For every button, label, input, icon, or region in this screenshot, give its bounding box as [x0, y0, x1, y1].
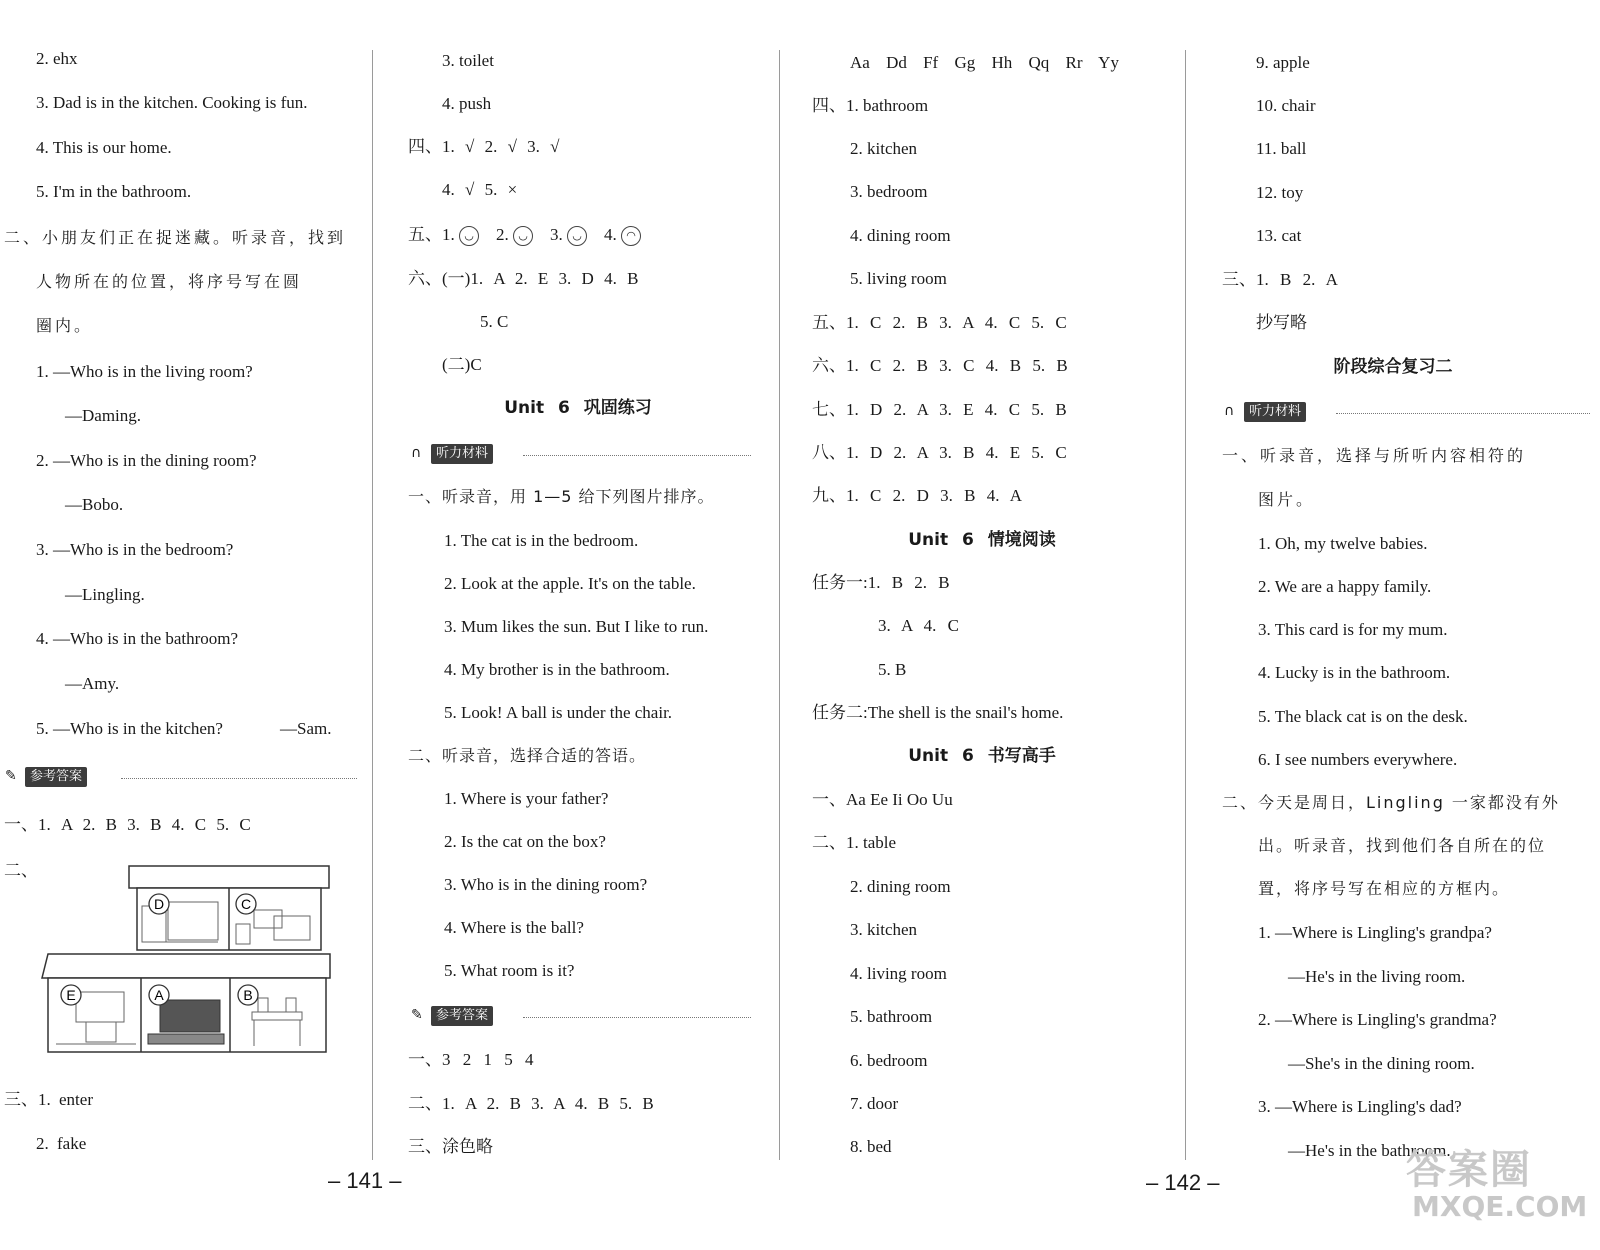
- answer-line: 2. dining room: [850, 877, 951, 896]
- happy-face-icon: ◡: [459, 226, 479, 246]
- question-text: 圈内。: [36, 316, 94, 335]
- answer-badge: ✎ 参考答案: [411, 1006, 751, 1028]
- answer-line: 一、Aa Ee Ii Oo Uu: [812, 790, 953, 809]
- answer-line: 3. A 4. C: [878, 616, 959, 635]
- dialog-line: 3. —Where is Lingling's dad?: [1258, 1097, 1462, 1116]
- answer-line: 六、(一)1. A 2. E 3. D 4. B: [408, 269, 639, 288]
- answer-line: 3. kitchen: [850, 920, 918, 939]
- answer-line: 4. living room: [850, 964, 947, 983]
- dialog-line: —Bobo.: [65, 495, 124, 514]
- answer-line: 抄写略: [1256, 313, 1307, 332]
- answer-line: 一、3 2 1 5 4: [408, 1050, 534, 1069]
- column-4: [1146, 0, 1598, 1250]
- dialog-line: 1. —Who is in the living room?: [36, 362, 253, 381]
- unit-title: Unit 6 巩固练习: [504, 398, 652, 418]
- listening-line: 3. Who is in the dining room?: [444, 875, 648, 894]
- letters-line: Aa Dd Ff Gg Hh Qq Rr Yy: [850, 53, 1119, 72]
- listening-line: 4. Lucky is in the bathroom.: [1258, 663, 1451, 682]
- house-label: E: [66, 987, 76, 1003]
- answer-line: 4. dining room: [850, 226, 951, 245]
- dialog-line: —She's in the dining room.: [1288, 1054, 1475, 1073]
- listening-badge: ∩ 听力材料: [411, 444, 751, 466]
- answer-line: 3. toilet: [442, 51, 494, 70]
- question-text: 二、今天是周日，Lingling 一家都没有外: [1222, 793, 1560, 812]
- listening-line: 2. Look at the apple. It's on the table.: [444, 574, 696, 593]
- column-divider: [1185, 50, 1186, 1160]
- answer-line: 一、1. A 2. B 3. B 4. C 5. C: [4, 815, 251, 834]
- dialog-line: 4. —Who is in the bathroom?: [36, 629, 239, 648]
- listening-badge: ∩ 听力材料: [1224, 402, 1590, 424]
- answer-line: 3. bedroom: [850, 182, 928, 201]
- unit-title: Unit 6 书写高手: [908, 746, 1056, 766]
- listening-line: 2. We are a happy family.: [1258, 577, 1432, 596]
- dialog-line: —Sam.: [280, 719, 332, 738]
- answer-line: 11. ball: [1256, 139, 1307, 158]
- answer-line: 9. apple: [1256, 53, 1310, 72]
- column-divider: [372, 50, 373, 1160]
- answer-line: 二、1. A 2. B 3. A 4. B 5. B: [408, 1094, 654, 1113]
- answer-line: 3. Dad is in the kitchen. Cooking is fun.: [36, 93, 308, 112]
- listening-line: 4. My brother is in the bathroom.: [444, 660, 670, 679]
- answer-line: 5. living room: [850, 269, 947, 288]
- listening-line: 3. This card is for my mum.: [1258, 620, 1448, 639]
- answer-line: 八、1. D 2. A 3. B 4. E 5. C: [812, 443, 1067, 462]
- answer-line: 2. kitchen: [850, 139, 918, 158]
- headphone-icon: ∩: [411, 445, 422, 461]
- question-text: 置，将序号写在相应的方框内。: [1258, 879, 1511, 898]
- answer-line: 三、1. B 2. A: [1222, 270, 1338, 289]
- watermark: 答案圈: [1406, 1147, 1532, 1193]
- dialog-line: 5. —Who is in the kitchen?: [36, 719, 223, 738]
- answer-line: 任务二:The shell is the snail's home.: [812, 703, 1064, 722]
- listening-line: 6. I see numbers everywhere.: [1258, 750, 1458, 769]
- answer-line: (二)C: [442, 355, 482, 374]
- listening-line: 1. Oh, my twelve babies.: [1258, 534, 1428, 553]
- question-text: 图片。: [1258, 490, 1316, 509]
- page-number: – 141 –: [328, 1168, 402, 1193]
- answer-line: 二、1. table: [812, 833, 897, 852]
- answer-line: 5. C: [480, 312, 509, 331]
- column-1: [0, 0, 372, 1250]
- answer-icon: ✎: [5, 768, 17, 784]
- listening-line: 4. Where is the ball?: [444, 918, 584, 937]
- answer-line: 六、1. C 2. B 3. C 4. B 5. B: [812, 356, 1068, 375]
- happy-face-icon: ◡: [567, 226, 587, 246]
- answer-line: 5. B: [878, 660, 907, 679]
- answer-line: 2. ehx: [36, 49, 78, 68]
- listening-line: 1. The cat is in the bedroom.: [444, 531, 639, 550]
- question-text: 一、听录音，用 1—5 给下列图片排序。: [408, 487, 715, 506]
- house-label: D: [153, 896, 165, 912]
- dialog-line: —Lingling.: [65, 585, 145, 604]
- house-label: B: [243, 987, 253, 1003]
- happy-face-icon: ◡: [513, 226, 533, 246]
- answer-line: 13. cat: [1256, 226, 1302, 245]
- face-answer-row: 五、1. ◡ 2. ◡ 3. ◡ 4. ◠: [408, 224, 641, 246]
- answer-line: 三、涂色略: [408, 1137, 493, 1156]
- answer-badge: ✎ 参考答案: [5, 767, 365, 789]
- answer-line: 二、: [4, 861, 38, 880]
- headphone-icon: ∩: [1224, 403, 1235, 419]
- question-text: 人物所在的位置，将序号写在圆: [36, 272, 303, 291]
- answer-line: 五、1. C 2. B 3. A 4. C 5. C: [812, 313, 1067, 332]
- answer-line: 4. √ 5. ×: [442, 180, 518, 199]
- answer-line: 2. fake: [36, 1134, 87, 1153]
- house-label: A: [154, 987, 164, 1003]
- question-text: 二、听录音，选择合适的答语。: [408, 746, 647, 765]
- listening-line: 5. The black cat is on the desk.: [1258, 707, 1468, 726]
- answer-line: 任务一:1. B 2. B: [812, 573, 950, 592]
- listening-line: 3. Mum likes the sun. But I like to run.: [444, 617, 709, 636]
- answer-line: 12. toy: [1256, 183, 1304, 202]
- answer-line: 七、1. D 2. A 3. E 4. C 5. B: [812, 400, 1067, 419]
- house-diagram: [40, 862, 336, 1058]
- question-text: 二、小朋友们正在捉迷藏。听录音，找到: [4, 228, 347, 247]
- dialog-line: —He's in the bathroom.: [1288, 1141, 1451, 1160]
- watermark: MXQE.COM: [1412, 1190, 1588, 1223]
- listening-line: 2. Is the cat on the box?: [444, 832, 606, 851]
- question-text: 一、听录音，选择与所听内容相符的: [1222, 446, 1527, 465]
- listening-line: 5. Look! A ball is under the chair.: [444, 703, 673, 722]
- dialog-line: —Amy.: [65, 674, 120, 693]
- column-2: [328, 0, 778, 1250]
- answer-line: 7. door: [850, 1094, 899, 1113]
- answer-line: 三、1. enter: [4, 1090, 93, 1109]
- dialog-line: 3. —Who is in the bedroom?: [36, 540, 234, 559]
- house-label: C: [240, 896, 252, 912]
- answer-line: 5. bathroom: [850, 1007, 933, 1026]
- column-divider: [779, 50, 780, 1160]
- answer-line: 4. This is our home.: [36, 138, 172, 157]
- answer-line: 四、1. bathroom: [812, 96, 929, 115]
- listening-line: 5. What room is it?: [444, 961, 575, 980]
- dialog-line: —He's in the living room.: [1288, 967, 1466, 986]
- dialog-line: 2. —Where is Lingling's grandma?: [1258, 1010, 1497, 1029]
- review-title: 阶段综合复习二: [1333, 357, 1453, 377]
- dialog-line: 2. —Who is in the dining room?: [36, 451, 257, 470]
- column-3: [782, 0, 1182, 1250]
- answer-icon: ✎: [411, 1007, 423, 1023]
- answer-line: 8. bed: [850, 1137, 892, 1156]
- dialog-line: 1. —Where is Lingling's grandpa?: [1258, 923, 1492, 942]
- answer-line: 四、1. √ 2. √ 3. √: [408, 137, 560, 156]
- answer-line: 5. I'm in the bathroom.: [36, 182, 192, 201]
- page-number: – 142 –: [1146, 1170, 1220, 1195]
- unit-title: Unit 6 情境阅读: [908, 530, 1056, 550]
- dialog-line: —Daming.: [65, 406, 142, 425]
- question-text: 出。听录音，找到他们各自所在的位: [1258, 836, 1547, 855]
- listening-line: 1. Where is your father?: [444, 789, 609, 808]
- answer-line: 4. push: [442, 94, 492, 113]
- answer-line: 九、1. C 2. D 3. B 4. A: [812, 486, 1023, 505]
- answer-line: 6. bedroom: [850, 1051, 928, 1070]
- sad-face-icon: ◠: [621, 226, 641, 246]
- answer-line: 10. chair: [1256, 96, 1316, 115]
